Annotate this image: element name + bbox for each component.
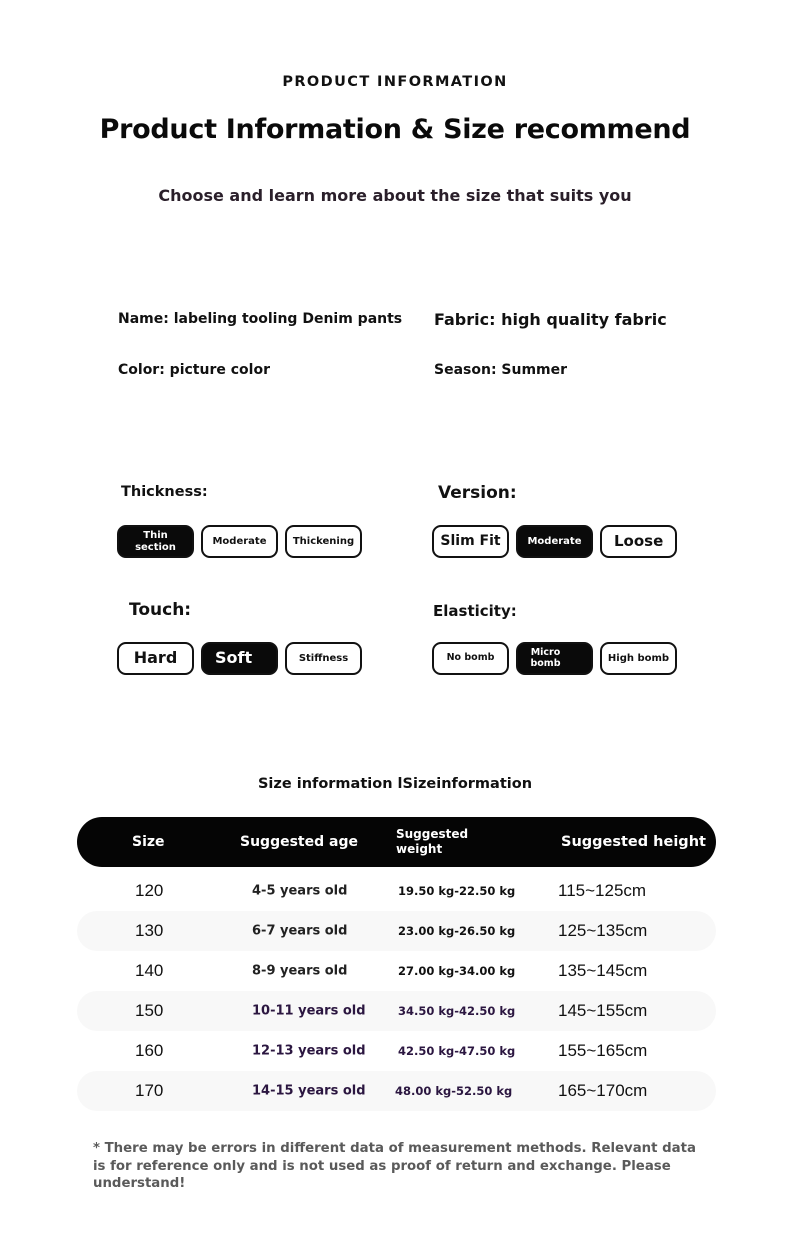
- touch-label: Touch:: [129, 600, 192, 620]
- elasticity-options: [432, 642, 677, 675]
- thickness-option-thickening[interactable]: Thickening: [285, 525, 362, 558]
- table-row: [77, 1031, 716, 1071]
- cell-height: 115~125cm: [558, 881, 647, 900]
- cell-weight: 42.50 kg-47.50 kg: [398, 1044, 516, 1058]
- product-fabric: Fabric: high quality fabric: [434, 310, 667, 329]
- table-row: [77, 951, 716, 991]
- cell-weight: 34.50 kg-42.50 kg: [398, 1004, 516, 1018]
- cell-size: 160: [135, 1041, 164, 1060]
- cell-age: 4-5 years old: [252, 883, 348, 899]
- page-subtitle: Choose and learn more about the size that suits you: [158, 186, 632, 205]
- touch-option-soft[interactable]: Soft: [201, 642, 278, 675]
- page-title: Product Information & Size recommend: [99, 114, 691, 145]
- thickness-option-thin-section[interactable]: Thin section: [117, 525, 194, 558]
- cell-age: 14-15 years old: [252, 1083, 366, 1099]
- cell-size: 130: [135, 921, 164, 940]
- cell-age: 12-13 years old: [252, 1043, 366, 1059]
- disclaimer-footnote: * There may be errors in different data of measurement methods. Relevant data is for reference only and is not used as proof of return and exchange. Please understand!: [93, 1141, 696, 1192]
- cell-height: 125~135cm: [558, 921, 648, 940]
- version-options: [432, 525, 677, 558]
- column-header-size: Size: [132, 834, 165, 850]
- size-table-heading: Size information lSizeinformation: [257, 776, 533, 792]
- cell-size: 150: [135, 1001, 164, 1020]
- thickness-options: [117, 525, 362, 558]
- thickness-label: Thickness:: [121, 484, 208, 500]
- table-row: [77, 991, 716, 1031]
- thickness-option-moderate[interactable]: Moderate: [201, 525, 278, 558]
- cell-height: 165~170cm: [558, 1081, 648, 1100]
- column-header-age: Suggested age: [240, 834, 358, 850]
- cell-weight: 23.00 kg-26.50 kg: [398, 924, 516, 938]
- product-color: Color: picture color: [118, 362, 270, 378]
- column-header-height: Suggested height: [561, 834, 706, 850]
- eyebrow-heading: PRODUCT INFORMATION: [282, 74, 508, 90]
- elasticity-option-no-bomb[interactable]: No bomb: [432, 642, 509, 675]
- version-option-slim-fit[interactable]: Slim Fit: [432, 525, 509, 558]
- cell-size: 140: [135, 961, 164, 980]
- touch-options: [117, 642, 362, 675]
- elasticity-option-high-bomb[interactable]: High bomb: [600, 642, 677, 675]
- cell-weight: 48.00 kg-52.50 kg: [395, 1084, 513, 1098]
- cell-size: 120: [135, 881, 164, 900]
- version-option-moderate[interactable]: Moderate: [516, 525, 593, 558]
- elasticity-label: Elasticity:: [433, 602, 517, 620]
- column-header-weight: Suggested weight: [396, 827, 469, 856]
- cell-age: 6-7 years old: [252, 923, 348, 939]
- product-season: Season: Summer: [434, 362, 568, 378]
- elasticity-option-micro-bomb[interactable]: Micro bomb: [516, 642, 593, 675]
- touch-option-hard[interactable]: Hard: [117, 642, 194, 675]
- cell-height: 135~145cm: [558, 961, 648, 980]
- version-option-loose[interactable]: Loose: [600, 525, 677, 558]
- cell-age: 10-11 years old: [252, 1003, 366, 1019]
- cell-height: 155~165cm: [558, 1041, 648, 1060]
- product-name: Name: labeling tooling Denim pants: [118, 311, 403, 327]
- version-label: Version:: [438, 483, 517, 503]
- size-table-header: [77, 817, 716, 867]
- table-row: [77, 1071, 716, 1111]
- table-row: [77, 871, 716, 911]
- cell-weight: 19.50 kg-22.50 kg: [398, 884, 516, 898]
- cell-age: 8-9 years old: [252, 963, 348, 979]
- cell-weight: 27.00 kg-34.00 kg: [398, 964, 516, 978]
- cell-height: 145~155cm: [558, 1001, 648, 1020]
- touch-option-stiffness[interactable]: Stiffness: [285, 642, 362, 675]
- table-row: [77, 911, 716, 951]
- cell-size: 170: [135, 1081, 164, 1100]
